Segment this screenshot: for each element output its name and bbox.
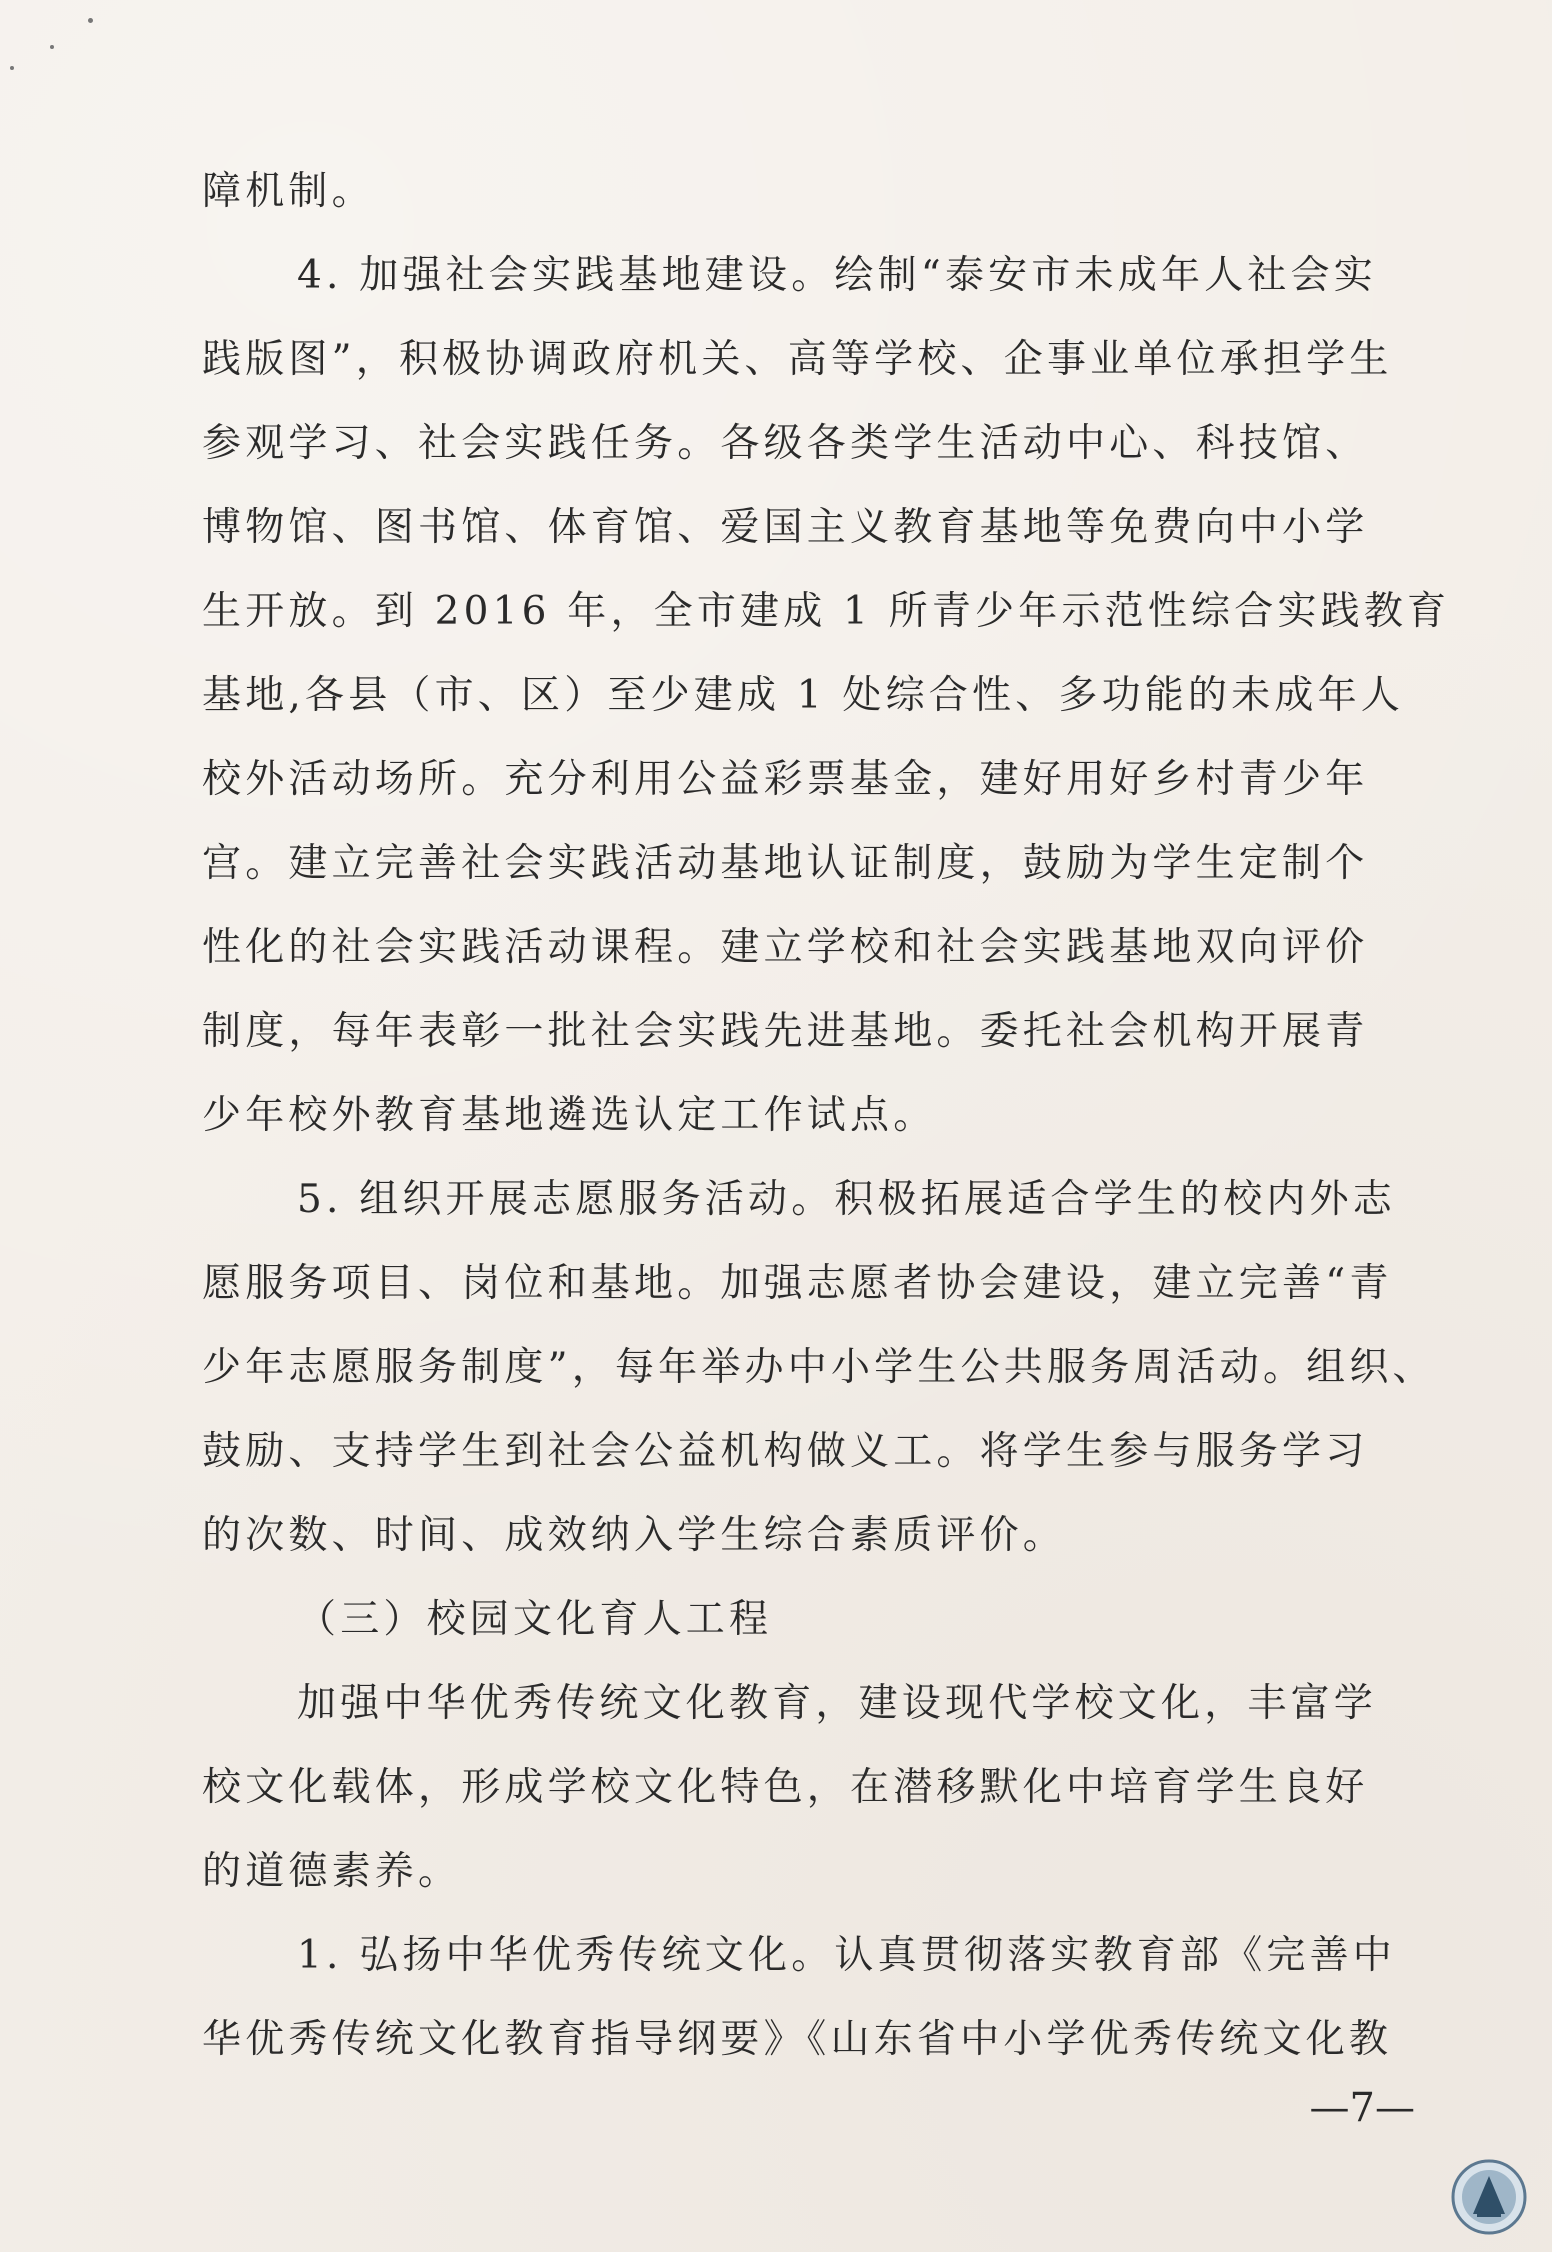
- text-line: 宫。建立完善社会实践活动基地认证制度，鼓励为学生定制个: [202, 841, 1369, 886]
- section-intro-start: 加强中华优秀传统文化教育，建设现代学校文化，丰富学: [297, 1681, 1378, 1726]
- text-line: 的次数、时间、成效纳入学生综合素质评价。: [202, 1513, 1067, 1558]
- text-line: 鼓励、支持学生到社会公益机构做义工。将学生参与服务学习: [202, 1429, 1369, 1474]
- text-line: 基地,各县（市、区）至少建成 1 处综合性、多功能的未成年人: [202, 673, 1405, 718]
- page-number: —7—: [1309, 2085, 1415, 2131]
- text-line: 愿服务项目、岗位和基地。加强志愿者协会建设，建立完善“青: [202, 1261, 1393, 1306]
- scan-speck: [10, 66, 14, 70]
- text-line: 践版图”，积极协调政府机关、高等学校、企事业单位承担学生: [202, 337, 1393, 382]
- text-line: 华优秀传统文化教育指导纲要》《山东省中小学优秀传统文化教: [202, 2017, 1393, 2062]
- watermark-logo-icon: [1450, 2158, 1528, 2236]
- text-line: 校文化载体，形成学校文化特色，在潜移默化中培育学生良好: [202, 1765, 1369, 1810]
- scan-speck: [88, 18, 93, 23]
- text-line: 少年志愿服务制度”，每年举办中小学生公共服务周活动。组织、: [202, 1345, 1436, 1390]
- paragraph-4-start: 4. 加强社会实践基地建设。绘制“泰安市未成年人社会实: [297, 253, 1377, 298]
- text-line: 博物馆、图书馆、体育馆、爱国主义教育基地等免费向中小学: [202, 505, 1369, 550]
- paragraph-1-start: 1. 弘扬中华优秀传统文化。认真贯彻落实教育部《完善中: [297, 1933, 1397, 1978]
- text-line: 校外活动场所。充分利用公益彩票基金，建好用好乡村青少年: [202, 757, 1369, 802]
- text-line: 的道德素养。: [202, 1849, 462, 1894]
- scan-speck: [50, 45, 54, 49]
- text-line: 参观学习、社会实践任务。各级各类学生活动中心、科技馆、: [202, 421, 1369, 466]
- text-line: 少年校外教育基地遴选认定工作试点。: [202, 1093, 937, 1138]
- paragraph-5-start: 5. 组织开展志愿服务活动。积极拓展适合学生的校内外志: [297, 1177, 1397, 1222]
- text-line: 障机制。: [202, 169, 375, 214]
- section-heading: （三）校园文化育人工程: [297, 1597, 773, 1642]
- text-line: 性化的社会实践活动课程。建立学校和社会实践基地双向评价: [202, 925, 1369, 970]
- body-text: [202, 150, 1451, 2082]
- text-line: 生开放。到 2016 年，全市建成 1 所青少年示范性综合实践教育: [202, 589, 1451, 634]
- text-line: 制度，每年表彰一批社会实践先进基地。委托社会机构开展青: [202, 1009, 1369, 1054]
